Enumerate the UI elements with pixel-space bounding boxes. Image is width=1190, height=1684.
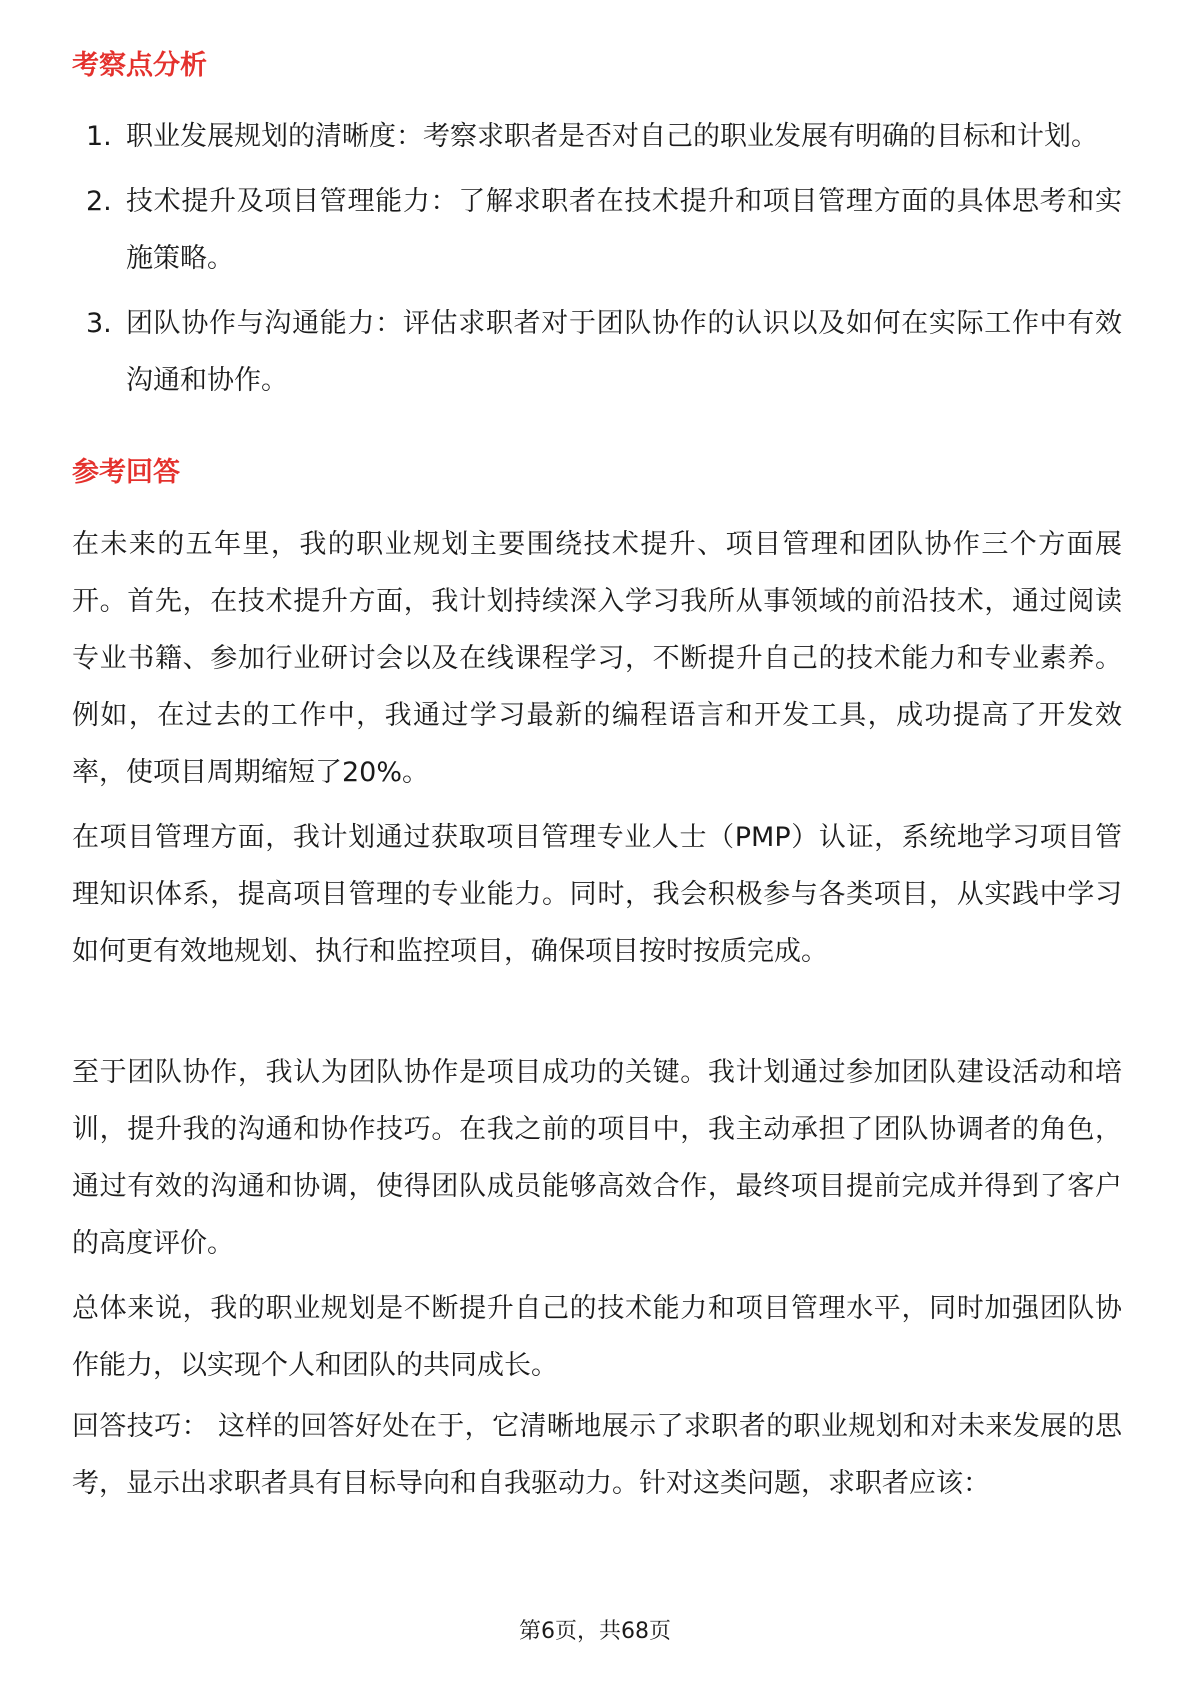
- list-item-number: 3.: [86, 308, 112, 339]
- answer-paragraph: 总体来说，我的职业规划是不断提升自己的技术能力和项目管理水平，同时加强团队协作能力，以实现个人和团队的共同成长。: [72, 1293, 1122, 1381]
- section-title-analysis: 考察点分析: [72, 50, 207, 81]
- list-item-number: 2.: [86, 186, 112, 217]
- analysis-list: [72, 108, 1122, 417]
- list-item-text: 职业发展规划的清晰度：考察求职者是否对自己的职业发展有明确的目标和计划。: [126, 121, 1098, 152]
- tips-paragraph: 回答技巧： 这样的回答好处在于，它清晰地展示了求职者的职业规划和对未来发展的思考，显示出求职者具有目标导向和自我驱动力。针对这类问题，求职者应该：: [72, 1411, 1122, 1499]
- page-number: 第6页，共68页: [519, 1619, 671, 1644]
- list-item-text: 技术提升及项目管理能力：了解求职者在技术提升和项目管理方面的具体思考和实施策略。: [126, 186, 1122, 274]
- answer-paragraph: 在项目管理方面，我计划通过获取项目管理专业人士（PMP）认证，系统地学习项目管理知识体系，提高项目管理的专业能力。同时，我会积极参与各类项目，从实践中学习如何更有效地规划、执行和监控项目，确保项目按时按质完成。: [72, 822, 1122, 967]
- list-item: [72, 108, 1122, 165]
- answer-paragraph: 至于团队协作，我认为团队协作是项目成功的关键。我计划通过参加团队建设活动和培训，提升我的沟通和协作技巧。在我之前的项目中，我主动承担了团队协调者的角色，通过有效的沟通和协调，使得团队成员能够高效合作，最终项目提前完成并得到了客户的高度评价。: [72, 1057, 1122, 1259]
- list-item-number: 1.: [86, 121, 112, 152]
- list-item: [72, 295, 1122, 409]
- list-item: [72, 173, 1122, 287]
- answer-paragraph: 在未来的五年里，我的职业规划主要围绕技术提升、项目管理和团队协作三个方面展开。首先，在技术提升方面，我计划持续深入学习我所从事领域的前沿技术，通过阅读专业书籍、参加行业研讨会以及在线课程学习，不断提升自己的技术能力和专业素养。例如，在过去的工作中，我通过学习最新的编程语言和开发工具，成功提高了开发效率，使项目周期缩短了20%。: [72, 529, 1122, 788]
- section-title-reference-answer: 参考回答: [72, 457, 180, 488]
- list-item-text: 团队协作与沟通能力：评估求职者对于团队协作的认识以及如何在实际工作中有效沟通和协作。: [126, 308, 1122, 396]
